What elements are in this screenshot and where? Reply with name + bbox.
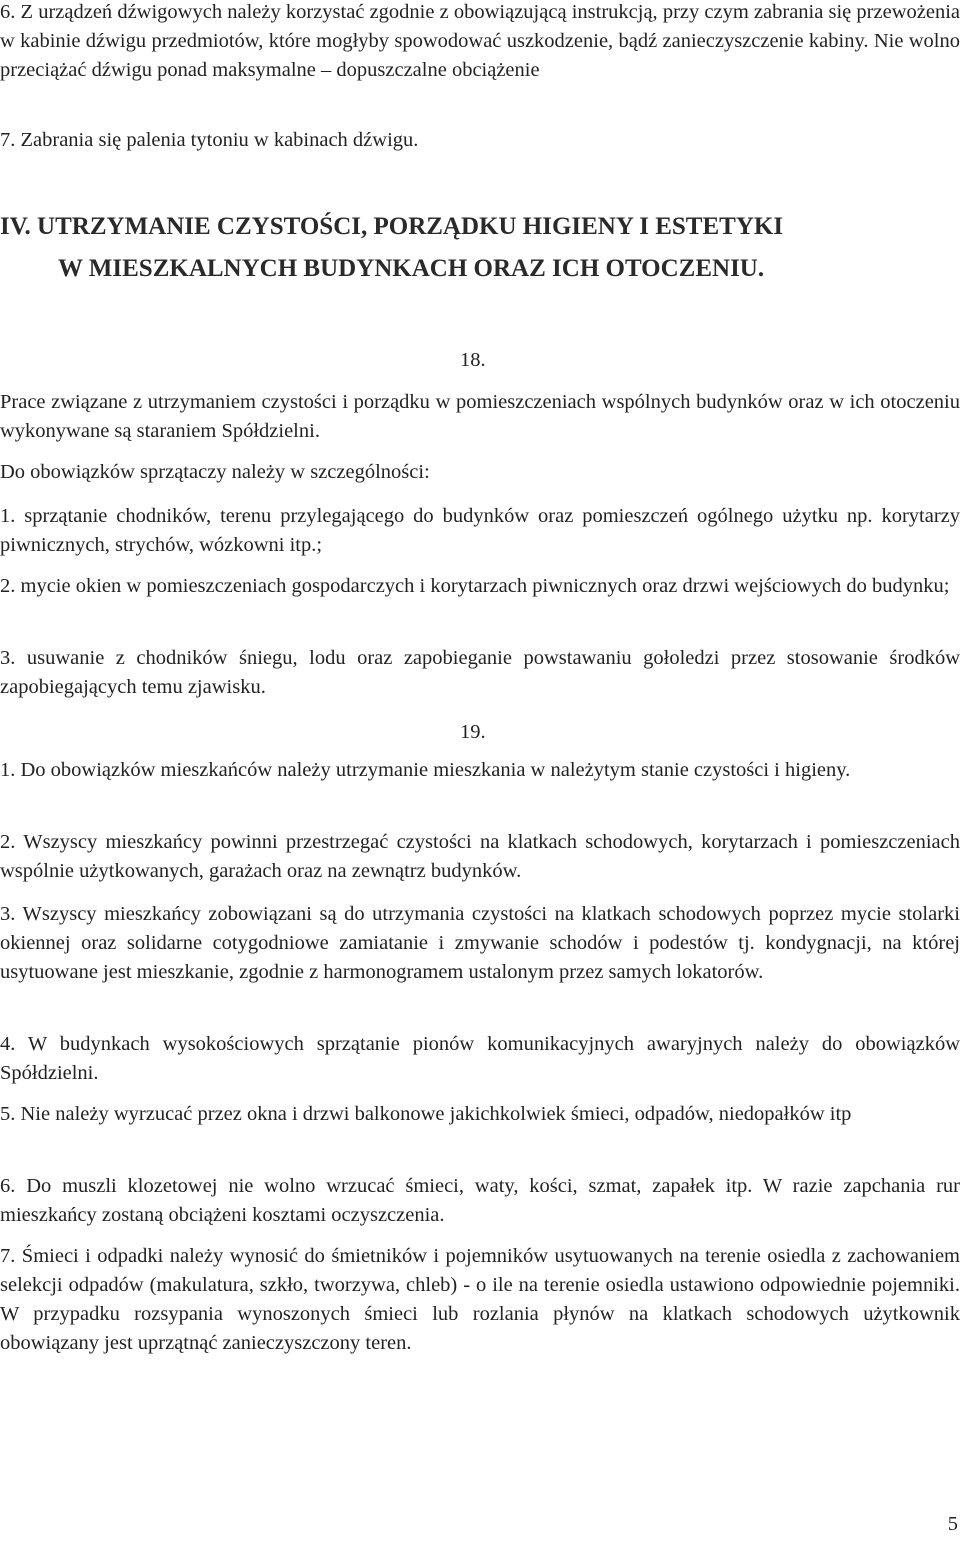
s19-list-item-4: 4. W budynkach wysokościowych sprzątanie pionów komunikacyjnych awaryjnych należy do obowiązków Spółdzielni.: [0, 1033, 960, 1084]
s18-list-item-3: 3. usuwanie z chodników śniegu, lodu oraz zapobieganie powstawaniu gołoledzi przez stosowanie środków zapobiegających temu zjawisku.: [0, 647, 960, 698]
chapter-heading-line-1: IV. UTRZYMANIE CZYSTOŚCI, PORZĄDKU HIGIENY I ESTETYKI: [0, 213, 784, 240]
s19-list-item-1: 1. Do obowiązków mieszkańców należy utrzymanie mieszkania w należytym stanie czystości i higieny.: [0, 759, 851, 781]
s19-list-item-7: 7. Śmieci i odpadki należy wynosić do śmietników i pojemników usytuowanych na terenie osiedla z zachowaniem selekcji odpadów (makulatura, szkło, tworzywa, chleb) - o ile na terenie osiedla ustawiono odpowiednie pojemniki. W przypadku rozsypania wynoszonych śmieci lub rozlania płynów na klatkach schodowych użytkownik obowiązany jest uprzątnąć zanieczyszczony teren.: [0, 1245, 960, 1354]
s18-list-item-2: 2. mycie okien w pomieszczeniach gospodarczych i korytarzach piwnicznych oraz drzwi wejściowych do budynku;: [0, 575, 950, 597]
s19-list-item-5: 5. Nie należy wyrzucać przez okna i drzwi balkonowe jakichkolwiek śmieci, odpadów, niedopałków itp: [0, 1103, 852, 1125]
intro-item-6: 6. Z urządzeń dźwigowych należy korzystać zgodnie z obowiązującą instrukcją, przy czym zabrania się przewożenia w kabinie dźwigu przedmiotów, które mogłyby spowodować uszkodzenie, bądź zanieczyszczenie kabiny. Nie wolno przeciążać dźwigu ponad maksymalne – dopuszczalne obciążenie: [0, 1, 960, 81]
intro-item-7: 7. Zabrania się palenia tytoniu w kabinach dźwigu.: [0, 129, 419, 151]
section-number-19: 19.: [460, 721, 486, 743]
s18-paragraph-1: Prace związane z utrzymaniem czystości i porządku w pomieszczeniach wspólnych budynków oraz w ich otoczeniu wykonywane są staraniem Spółdzielni.: [0, 391, 960, 442]
s18-paragraph-2: Do obowiązków sprzątaczy należy w szczególności:: [0, 461, 430, 483]
page-number: 5: [947, 1513, 958, 1535]
s19-list-item-3: 3. Wszyscy mieszkańcy zobowiązani są do utrzymania czystości na klatkach schodowych poprzez mycie stolarki okiennej oraz solidarne cotygodniowe zamiatanie i zmywanie schodów i podestów tj. kondygnacji, na której usytuowane jest mieszkanie, zgodnie z harmonogramem ustalonym przez samych lokatorów.: [0, 903, 960, 983]
s19-list-item-6: 6. Do muszli klozetowej nie wolno wrzucać śmieci, waty, kości, szmat, zapałek itp. W razie zapchania rur mieszkańcy zostaną obciążeni kosztami oczyszczenia.: [0, 1175, 960, 1226]
chapter-heading: [0, 206, 960, 290]
chapter-heading-line-2: W MIESZKALNYCH BUDYNKACH ORAZ ICH OTOCZENIU.: [58, 255, 765, 282]
s19-list-item-2: 2. Wszyscy mieszkańcy powinni przestrzegać czystości na klatkach schodowych, korytarzach i pomieszczeniach wspólnie użytkowanych, garażach oraz na zewnątrz budynków.: [0, 831, 960, 882]
section-number-18: 18.: [460, 349, 486, 371]
s18-list-item-1: 1. sprzątanie chodników, terenu przylegającego do budynków oraz pomieszczeń ogólnego użytku np. korytarzy piwnicznych, strychów, wózkowni itp.;: [0, 505, 960, 556]
